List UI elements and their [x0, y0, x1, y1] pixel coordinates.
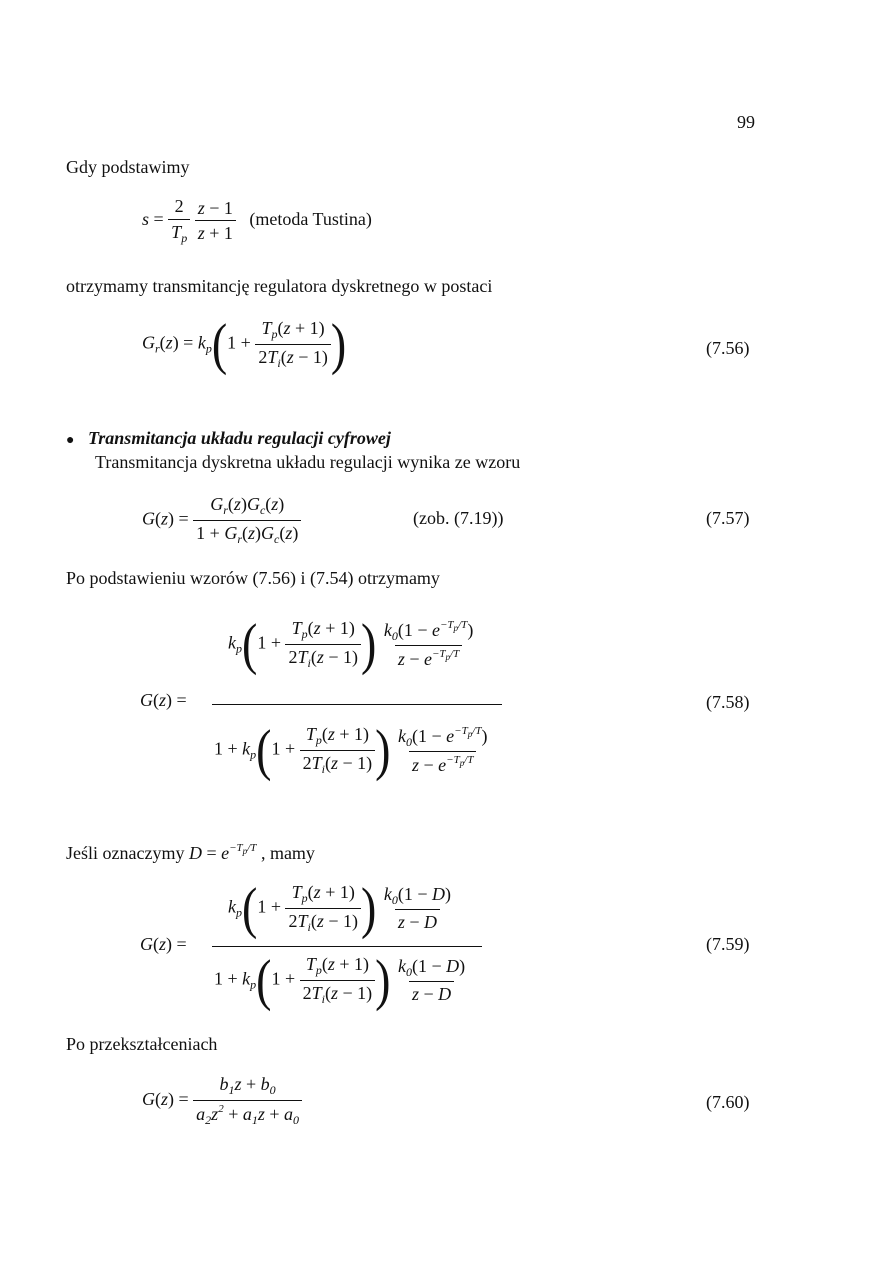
equation-7-57: G(z) = $\frac{G_r(z)G_c(z)}{1 + G_r(z)G_c(z)}$	[142, 494, 301, 547]
paragraph-substitution: Po podstawieniu wzorów (7.56) i (7.54) otrzymamy	[66, 568, 440, 588]
section-heading	[66, 428, 391, 449]
paragraph-definition: Jeśli oznaczymy $D = e^{-T_p/T}$ , mamy	[66, 842, 315, 863]
bullet-icon: ●	[66, 433, 75, 448]
paragraph-regulator: otrzymamy transmitancję regulatora dyskretnego w postaci	[66, 276, 493, 296]
equation-number-7-59: (7.59)	[706, 934, 750, 954]
section-title: Transmitancja układu regulacji cyfrowej	[87, 428, 391, 448]
paragraph-transformation: Po przekształceniach	[66, 1034, 218, 1054]
paragraph-system: Transmitancja dyskretna układu regulacji wynika ze wzoru	[95, 452, 521, 472]
equation-7-56: $G_r(z) = k_p(1$ + $\frac{T_p(z + 1)}{2T_i(z - 1)}$ )	[142, 311, 347, 376]
definition-tail: , mamy	[260, 843, 315, 863]
page-number: 99	[737, 112, 755, 132]
paragraph-intro: Gdy podstawimy	[66, 157, 190, 177]
equation-number-7-60: (7.60)	[706, 1092, 750, 1112]
equation-7-59: G(z) = $k_p(1$ + $\frac{T_p(z + 1)}{2T_i(z - 1)}$ ) $\frac{k_0(1 - D)}{z - D}$ $1 + k_p(1$ + $\frac{T_p(z + 1)}{2T_i(z - 1)}$ ) $\frac{k_0(1 - D)}{z - D}$	[140, 878, 500, 1008]
equation-7-60: G(z) = $\frac{b_1z + b_0}{a_2z^2 + a_1z + a_0}$	[142, 1074, 302, 1128]
equation-tustin: s = $\frac{2}{T_p}$ $\frac{z - 1}{z + 1}$ (metoda Tustina)	[142, 196, 372, 245]
reference-note: (zob. (7.19))	[413, 508, 504, 528]
equation-number-7-58: (7.58)	[706, 692, 750, 712]
equation-number-7-56: (7.56)	[706, 338, 750, 358]
equation-number-7-57: (7.57)	[706, 508, 750, 528]
equation-7-58: G(z) = $k_p(1$ + $\frac{T_p(z + 1)}{2T_i(z - 1)}$ ) $\frac{k_0(1 - e^{-T_p/T})}{z - e^{-T_p/T}}$ $1 + k_p(1$ + $\frac{T_p(z + 1)}{2T_i(z - 1)}$ ) $\frac{k_0(1 - e^{-T_p/T})}{z - e^{-T_p/T}}$	[140, 606, 510, 806]
definition-lead: Jeśli oznaczymy	[66, 843, 185, 863]
tustin-note: (metoda Tustina)	[249, 208, 372, 229]
